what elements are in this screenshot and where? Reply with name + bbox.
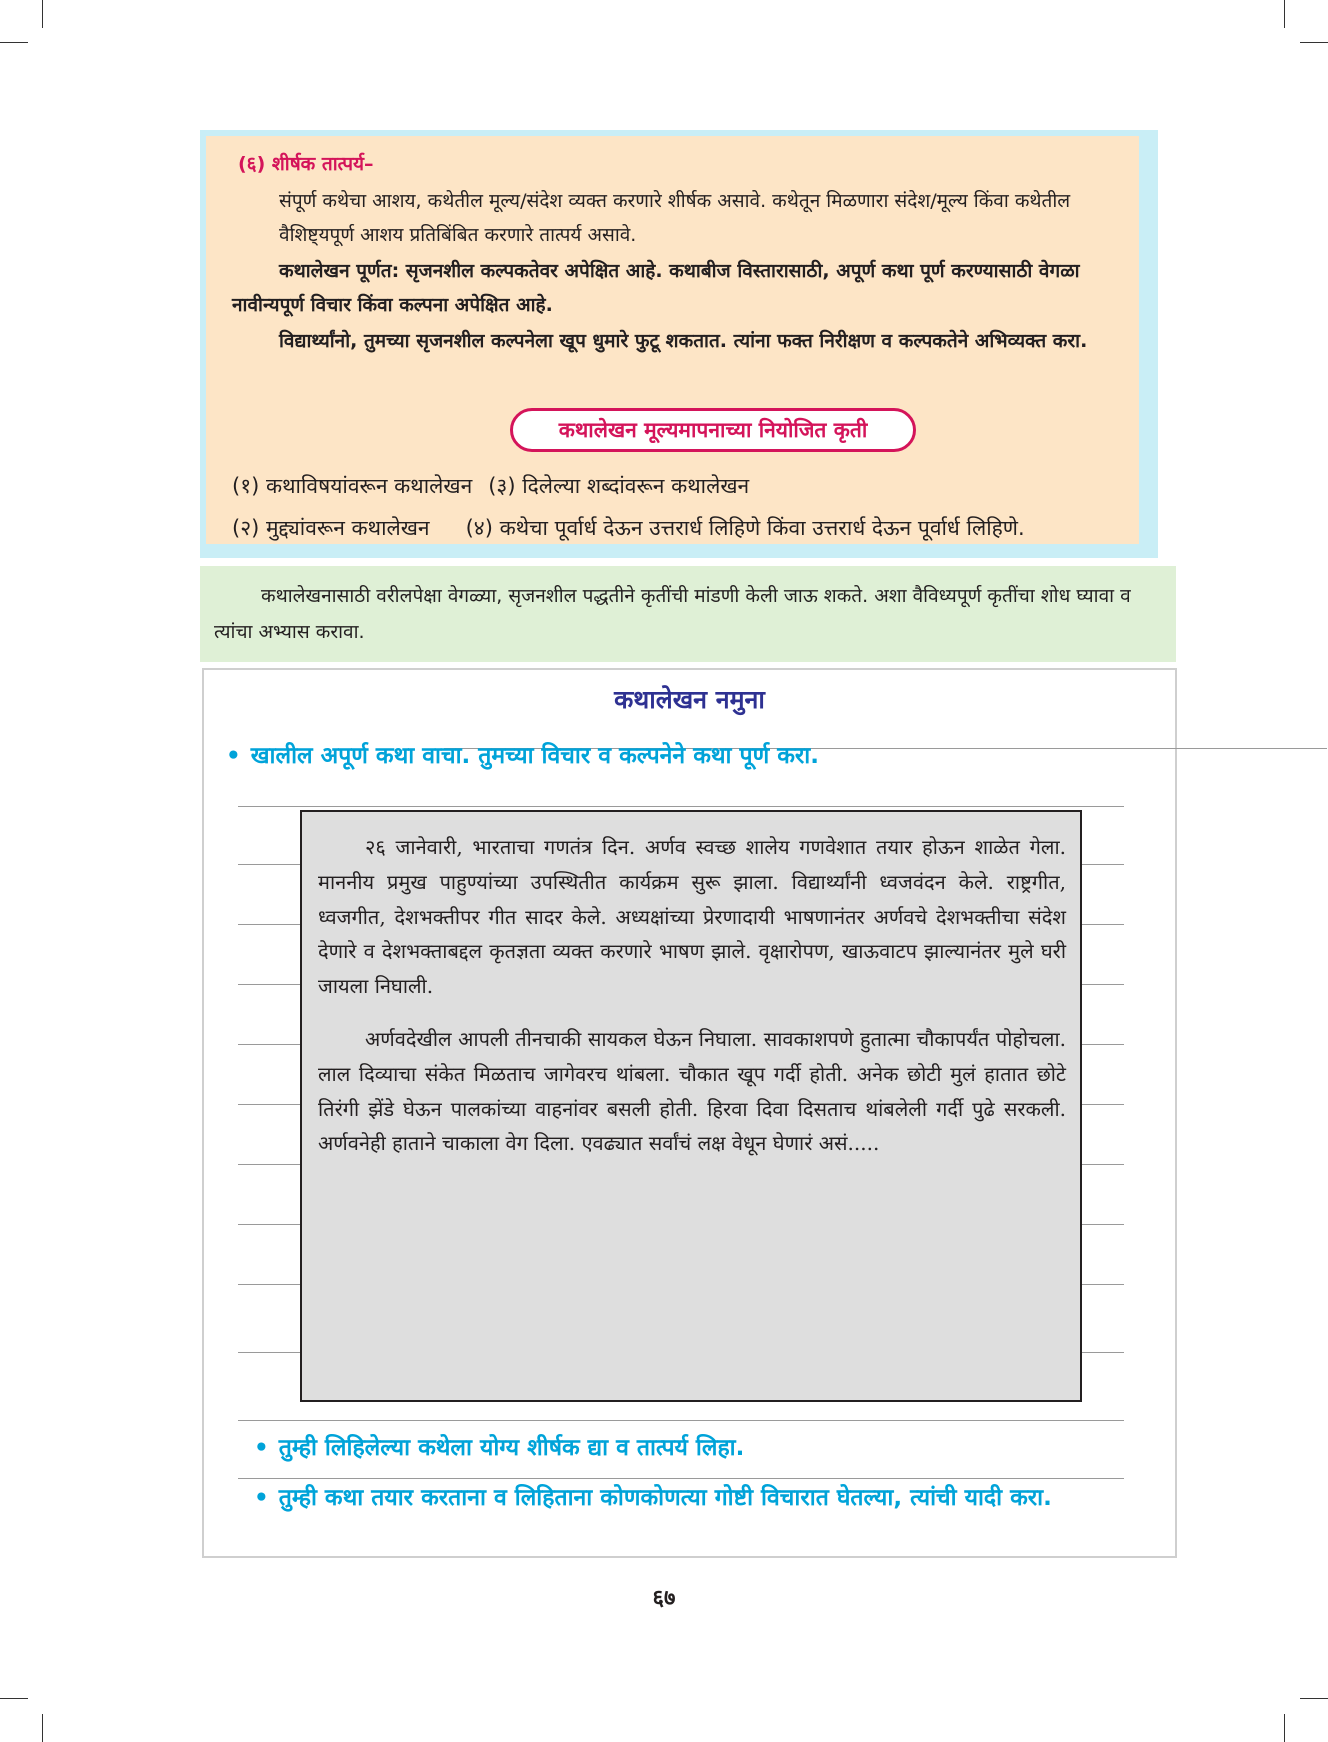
ruled-line	[238, 806, 1124, 807]
crop-mark	[0, 1698, 28, 1699]
crop-mark	[1284, 1714, 1285, 1742]
activities-heading-pill: कथालेखन मूल्यमापनाच्या नियोजित कृती	[510, 408, 916, 452]
page-number: ६७	[652, 1586, 676, 1611]
sample-title: कथालेखन नमुना	[614, 685, 765, 714]
title-moral-paragraph: संपूर्ण कथेचा आशय, कथेतील मूल्य/संदेश व्यक्त करणारे शीर्षक असावे. कथेतून मिळणारा संदेश/मूल्य किंवा कथेतील वैशिष्ट्यपूर्ण आशय प्रतिबिंबित करणारे तात्पर्य असावे.	[279, 190, 1071, 246]
crop-mark	[1300, 42, 1328, 43]
story-paragraph	[318, 1022, 1066, 1161]
creativity-paragraph	[232, 254, 1139, 322]
bullet-icon: •	[254, 1485, 269, 1511]
story-paragraph	[318, 830, 1066, 1004]
ruled-line	[238, 1420, 1124, 1421]
task-text-1: तुम्ही लिहिलेल्या कथेला योग्य शीर्षक द्या व तात्पर्य लिहा.	[278, 1435, 745, 1461]
note-box	[200, 566, 1176, 662]
title-moral-panel	[206, 136, 1139, 544]
students-text: विद्यार्थ्यांनो, तुमच्या सृजनशील कल्पनेला खूप धुमारे फुटू शकतात. त्यांना फक्त निरीक्षण व कल्पकतेने अभिव्यक्त करा.	[279, 330, 1088, 352]
activity-item-3: (३) दिलेल्या शब्दांवरून कथालेखन	[488, 474, 750, 498]
story-text-1: २६ जानेवारी, भारताचा गणतंत्र दिन. अर्णव स्वच्छ शालेय गणवेशात तयार होऊन शाळेत गेला. माननीय प्रमुख पाहुण्यांच्या उपस्थितीत कार्यक्रम सुरू झाला. विद्यार्थ्यांनी ध्वजवंदन केले. राष्ट्रगीत, ध्वजगीत, देशभक्तीपर गीत सादर केले. अध्यक्षांच्या प्रेरणादायी भाषणानंतर अर्णवचे देशभक्तीचा संदेश देणारे व देशभक्ताबद्दल कृतज्ञता व्यक्त करणारे भाषण झाले. वृक्षारोपण, खाऊवाटप झाल्यानंतर मुले घरी जायला निघाली.	[318, 835, 1066, 999]
story-writing-sample	[202, 668, 1177, 1558]
activities-row-1	[232, 470, 749, 502]
crop-mark	[42, 1714, 43, 1742]
creativity-text: कथालेखन पूर्णत: सृजनशील कल्पकतेवर अपेक्षित आहे. कथाबीज विस्तारासाठी, अपूर्ण कथा पूर्ण करण्यासाठी वेगळा नावीन्यपूर्ण विचार किंवा कल्पना अपेक्षित आहे.	[232, 260, 1080, 316]
story-box	[300, 810, 1082, 1402]
task-line-1	[254, 1430, 744, 1462]
task-line-2	[254, 1480, 1052, 1512]
task-text-2: तुम्ही कथा तयार करताना व लिहिताना कोणकोणत्या गोष्टी विचारात घेतल्या, त्यांची यादी करा.	[278, 1485, 1052, 1511]
activity-item-1: (१) कथाविषयांवरून कथालेखन	[232, 474, 473, 498]
activities-row-2	[232, 512, 1025, 544]
crop-mark	[1284, 0, 1285, 28]
story-text-2: अर्णवदेखील आपली तीनचाकी सायकल घेऊन निघाला. सावकाशपणे हुतात्मा चौकापर्यंत पोहोचला. लाल दिव्याचा संकेत मिळताच जागेवरच थांबला. चौकात खूप गर्दी होती. अनेक छोटी मुलं हातात छोटे तिरंगी झेंडे घेऊन पालकांच्या वाहनांवर बसली होती. हिरवा दिवा दिसताच थांबलेली गर्दी पुढे सरकली. अर्णवनेही हाताने चाकाला वेग दिला. एवढ्यात सर्वांचं लक्ष वेधून घेणारं असं.....	[318, 1027, 1066, 1156]
section-heading: (६) शीर्षक तात्पर्य–	[238, 153, 374, 175]
activity-item-4: (४) कथेचा पूर्वार्ध देऊन उत्तरार्ध लिहिणे किंवा उत्तरार्ध देऊन पूर्वार्ध लिहिणे.	[465, 516, 1025, 540]
bullet-icon: •	[226, 743, 241, 769]
crop-mark	[0, 42, 28, 43]
crop-mark	[42, 0, 43, 28]
bullet-icon: •	[254, 1435, 269, 1461]
activity-item-2: (२) मुद्द्यांवरून कथालेखन	[232, 516, 430, 540]
students-paragraph	[232, 324, 1139, 358]
crop-mark	[1300, 1698, 1328, 1699]
note-text: कथालेखनासाठी वरीलपेक्षा वेगळ्या, सृजनशील पद्धतीने कृतींची मांडणी केली जाऊ शकते. अशा वैविध्यपूर्ण कृतींचा शोध घ्यावा व त्यांचा अभ्यास करावा.	[214, 585, 1131, 643]
note-paragraph	[214, 578, 1160, 650]
instruction-text: खालील अपूर्ण कथा वाचा. तुमच्या विचार व कल्पनेने कथा पूर्ण करा.	[250, 743, 819, 769]
ruled-line	[238, 1478, 1124, 1479]
title-moral-section	[200, 130, 1158, 558]
instruction-line	[226, 738, 819, 770]
